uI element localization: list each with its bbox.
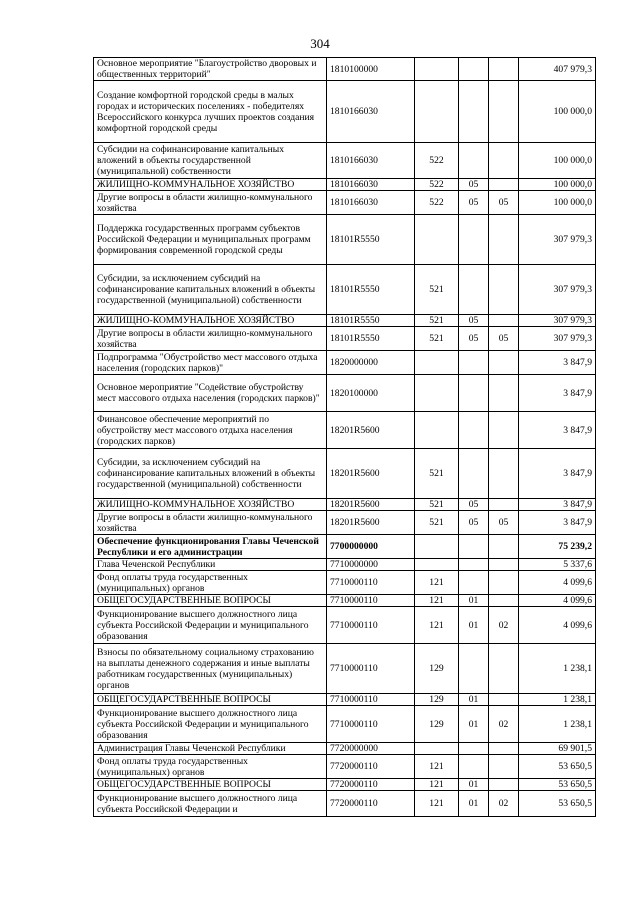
expense-type-cell: 522	[415, 143, 459, 179]
expense-type-cell	[415, 375, 459, 412]
target-code-cell: 7710000110	[327, 706, 415, 743]
table-row	[94, 706, 596, 743]
amount-cell: 1 238,1	[519, 706, 596, 743]
expense-type-cell: 522	[415, 179, 459, 191]
section-cell: 05	[459, 511, 489, 535]
table-row	[94, 755, 596, 779]
row-name-cell: Глава Чеченской Республики	[94, 559, 327, 571]
section-cell	[459, 644, 489, 694]
row-name-cell: Администрация Главы Чеченской Республики	[94, 743, 327, 755]
subsection-cell: 02	[489, 791, 519, 817]
amount-cell: 307 979,3	[519, 327, 596, 351]
subsection-cell	[489, 559, 519, 571]
row-name-cell: Функционирование высшего должностного лица субъекта Российской Федерации и муниципального образования	[94, 607, 327, 644]
section-cell: 01	[459, 607, 489, 644]
row-name-cell: Другие вопросы в области жилищно-коммунального хозяйства	[94, 327, 327, 351]
subsection-cell	[489, 81, 519, 143]
section-cell	[459, 351, 489, 375]
amount-cell: 53 650,5	[519, 755, 596, 779]
table-row	[94, 412, 596, 449]
amount-cell: 4 099,6	[519, 607, 596, 644]
section-cell	[459, 743, 489, 755]
amount-cell: 3 847,9	[519, 499, 596, 511]
section-cell: 05	[459, 499, 489, 511]
row-name-cell: Взносы по обязательному социальному страхованию на выплаты денежного содержания и иные выплаты работникам государственных (муниципальных) органов	[94, 644, 327, 694]
expense-type-cell	[415, 535, 459, 559]
target-code-cell: 18101R5550	[327, 315, 415, 327]
section-cell: 05	[459, 179, 489, 191]
subsection-cell	[489, 595, 519, 607]
target-code-cell: 18101R5550	[327, 265, 415, 315]
subsection-cell	[489, 449, 519, 499]
section-cell	[459, 571, 489, 595]
target-code-cell: 7710000110	[327, 595, 415, 607]
row-name-cell: Подпрограмма "Обустройство мест массового отдыха населения (городских парков)"	[94, 351, 327, 375]
subsection-cell	[489, 143, 519, 179]
subsection-cell: 02	[489, 706, 519, 743]
amount-cell: 307 979,3	[519, 315, 596, 327]
expense-type-cell: 129	[415, 644, 459, 694]
expense-type-cell: 121	[415, 607, 459, 644]
subsection-cell	[489, 265, 519, 315]
row-name-cell: Обеспечение функционирования Главы Чеченской Республики и его администрации	[94, 535, 327, 559]
section-cell: 05	[459, 315, 489, 327]
table-row	[94, 499, 596, 511]
section-cell	[459, 265, 489, 315]
target-code-cell: 1810100000	[327, 58, 415, 81]
target-code-cell: 1810166030	[327, 191, 415, 215]
table-row	[94, 694, 596, 706]
table-row	[94, 375, 596, 412]
section-cell	[459, 755, 489, 779]
target-code-cell: 7720000110	[327, 779, 415, 791]
target-code-cell: 18101R5550	[327, 327, 415, 351]
section-cell: 01	[459, 779, 489, 791]
target-code-cell: 7710000000	[327, 559, 415, 571]
target-code-cell: 18101R5550	[327, 215, 415, 265]
table-row	[94, 743, 596, 755]
section-cell	[459, 412, 489, 449]
target-code-cell: 18201R5600	[327, 499, 415, 511]
target-code-cell: 1810166030	[327, 179, 415, 191]
target-code-cell: 1810166030	[327, 81, 415, 143]
subsection-cell	[489, 694, 519, 706]
target-code-cell: 7720000110	[327, 791, 415, 817]
expense-type-cell: 521	[415, 511, 459, 535]
amount-cell: 3 847,9	[519, 351, 596, 375]
expense-type-cell: 521	[415, 315, 459, 327]
expense-type-cell: 121	[415, 595, 459, 607]
target-code-cell: 7720000110	[327, 755, 415, 779]
amount-cell: 69 901,5	[519, 743, 596, 755]
target-code-cell: 1820000000	[327, 351, 415, 375]
expense-type-cell: 129	[415, 706, 459, 743]
target-code-cell: 7700000000	[327, 535, 415, 559]
subsection-cell	[489, 315, 519, 327]
page-number: 304	[310, 36, 330, 51]
target-code-cell: 1810166030	[327, 143, 415, 179]
expense-type-cell: 121	[415, 571, 459, 595]
target-code-cell: 18201R5600	[327, 511, 415, 535]
table-row	[94, 559, 596, 571]
table-row	[94, 81, 596, 143]
table-row	[94, 449, 596, 499]
row-name-cell: Фонд оплаты труда государственных (муниципальных) органов	[94, 755, 327, 779]
row-name-cell: ОБЩЕГОСУДАРСТВЕННЫЕ ВОПРОСЫ	[94, 779, 327, 791]
amount-cell: 3 847,9	[519, 511, 596, 535]
amount-cell: 3 847,9	[519, 412, 596, 449]
row-name-cell: Основное мероприятие "Содействие обустройству мест массового отдыха населения (городских парков)"	[94, 375, 327, 412]
amount-cell: 3 847,9	[519, 375, 596, 412]
expense-type-cell: 121	[415, 755, 459, 779]
section-cell	[459, 215, 489, 265]
amount-cell: 4 099,6	[519, 595, 596, 607]
row-name-cell: Функционирование высшего должностного лица субъекта Российской Федерации и муниципального образования	[94, 706, 327, 743]
row-name-cell: Создание комфортной городской среды в малых городах и исторических поселениях - победителях Всероссийского конкурса лучших проектов создания комфортной городской среды	[94, 81, 327, 143]
section-cell: 05	[459, 191, 489, 215]
row-name-cell: Основное мероприятие "Благоустройство дворовых и общественных территорий"	[94, 58, 327, 81]
amount-cell: 100 000,0	[519, 191, 596, 215]
subsection-cell	[489, 779, 519, 791]
amount-cell: 1 238,1	[519, 644, 596, 694]
target-code-cell: 18201R5600	[327, 412, 415, 449]
expense-type-cell	[415, 215, 459, 265]
subsection-cell	[489, 644, 519, 694]
table-row	[94, 779, 596, 791]
amount-cell: 100 000,0	[519, 143, 596, 179]
row-name-cell: Другие вопросы в области жилищно-коммунального хозяйства	[94, 191, 327, 215]
subsection-cell	[489, 215, 519, 265]
section-cell	[459, 81, 489, 143]
row-name-cell: Другие вопросы в области жилищно-коммунального хозяйства	[94, 511, 327, 535]
amount-cell: 307 979,3	[519, 215, 596, 265]
section-cell: 05	[459, 327, 489, 351]
table-row	[94, 571, 596, 595]
expense-type-cell: 522	[415, 191, 459, 215]
subsection-cell	[489, 571, 519, 595]
amount-cell: 1 238,1	[519, 694, 596, 706]
amount-cell: 53 650,5	[519, 779, 596, 791]
table-row	[94, 607, 596, 644]
budget-table-body	[94, 58, 596, 817]
amount-cell: 100 000,0	[519, 179, 596, 191]
subsection-cell	[489, 351, 519, 375]
amount-cell: 5 337,6	[519, 559, 596, 571]
section-cell: 01	[459, 595, 489, 607]
section-cell	[459, 449, 489, 499]
subsection-cell	[489, 743, 519, 755]
target-code-cell: 7710000110	[327, 607, 415, 644]
section-cell: 01	[459, 694, 489, 706]
row-name-cell: Субсидии, за исключением субсидий на софинансирование капитальных вложений в объекты государственной (муниципальной) собственности	[94, 265, 327, 315]
expense-type-cell	[415, 351, 459, 375]
subsection-cell	[489, 179, 519, 191]
expense-type-cell: 521	[415, 449, 459, 499]
table-row	[94, 327, 596, 351]
section-cell	[459, 535, 489, 559]
table-row	[94, 644, 596, 694]
row-name-cell: Субсидии, за исключением субсидий на софинансирование капитальных вложений в объекты государственной (муниципальной) собственности	[94, 449, 327, 499]
table-row	[94, 215, 596, 265]
amount-cell: 100 000,0	[519, 81, 596, 143]
section-cell	[459, 375, 489, 412]
table-row	[94, 791, 596, 817]
expense-type-cell	[415, 559, 459, 571]
subsection-cell: 05	[489, 327, 519, 351]
expense-type-cell: 121	[415, 779, 459, 791]
amount-cell: 75 239,2	[519, 535, 596, 559]
subsection-cell	[489, 412, 519, 449]
subsection-cell	[489, 375, 519, 412]
row-name-cell: ОБЩЕГОСУДАРСТВЕННЫЕ ВОПРОСЫ	[94, 595, 327, 607]
expense-type-cell: 521	[415, 499, 459, 511]
target-code-cell: 7710000110	[327, 571, 415, 595]
section-cell: 01	[459, 791, 489, 817]
subsection-cell: 05	[489, 511, 519, 535]
subsection-cell: 05	[489, 191, 519, 215]
subsection-cell	[489, 755, 519, 779]
expense-type-cell	[415, 81, 459, 143]
table-row	[94, 351, 596, 375]
row-name-cell: Поддержка государственных программ субъектов Российской Федерации и муниципальных программ формирования современной городской среды	[94, 215, 327, 265]
row-name-cell: Финансовое обеспечение мероприятий по обустройству мест массового отдыха населения (городских парков)	[94, 412, 327, 449]
expense-type-cell	[415, 58, 459, 81]
amount-cell: 3 847,9	[519, 449, 596, 499]
target-code-cell: 7720000000	[327, 743, 415, 755]
table-row	[94, 179, 596, 191]
table-row	[94, 265, 596, 315]
target-code-cell: 7710000110	[327, 644, 415, 694]
subsection-cell	[489, 535, 519, 559]
expense-type-cell: 129	[415, 694, 459, 706]
target-code-cell: 18201R5600	[327, 449, 415, 499]
table-row	[94, 143, 596, 179]
target-code-cell: 1820100000	[327, 375, 415, 412]
table-row	[94, 191, 596, 215]
amount-cell: 53 650,5	[519, 791, 596, 817]
section-cell	[459, 559, 489, 571]
expense-type-cell	[415, 743, 459, 755]
row-name-cell: Функционирование высшего должностного лица субъекта Российской Федерации и	[94, 791, 327, 817]
row-name-cell: Субсидии на софинансирование капитальных вложений в объекты государственной (муниципальной) собственности	[94, 143, 327, 179]
amount-cell: 407 979,3	[519, 58, 596, 81]
subsection-cell: 02	[489, 607, 519, 644]
subsection-cell	[489, 58, 519, 81]
budget-table	[93, 57, 596, 817]
expense-type-cell: 521	[415, 327, 459, 351]
table-row	[94, 511, 596, 535]
table-row	[94, 58, 596, 81]
table-row	[94, 315, 596, 327]
row-name-cell: ЖИЛИЩНО-КОММУНАЛЬНОЕ ХОЗЯЙСТВО	[94, 179, 327, 191]
section-cell: 01	[459, 706, 489, 743]
expense-type-cell: 521	[415, 265, 459, 315]
row-name-cell: ЖИЛИЩНО-КОММУНАЛЬНОЕ ХОЗЯЙСТВО	[94, 499, 327, 511]
section-cell	[459, 143, 489, 179]
table-row	[94, 535, 596, 559]
section-cell	[459, 58, 489, 81]
row-name-cell: Фонд оплаты труда государственных (муниципальных) органов	[94, 571, 327, 595]
amount-cell: 4 099,6	[519, 571, 596, 595]
subsection-cell	[489, 499, 519, 511]
table-row	[94, 595, 596, 607]
row-name-cell: ЖИЛИЩНО-КОММУНАЛЬНОЕ ХОЗЯЙСТВО	[94, 315, 327, 327]
row-name-cell: ОБЩЕГОСУДАРСТВЕННЫЕ ВОПРОСЫ	[94, 694, 327, 706]
amount-cell: 307 979,3	[519, 265, 596, 315]
expense-type-cell: 121	[415, 791, 459, 817]
target-code-cell: 7710000110	[327, 694, 415, 706]
expense-type-cell	[415, 412, 459, 449]
